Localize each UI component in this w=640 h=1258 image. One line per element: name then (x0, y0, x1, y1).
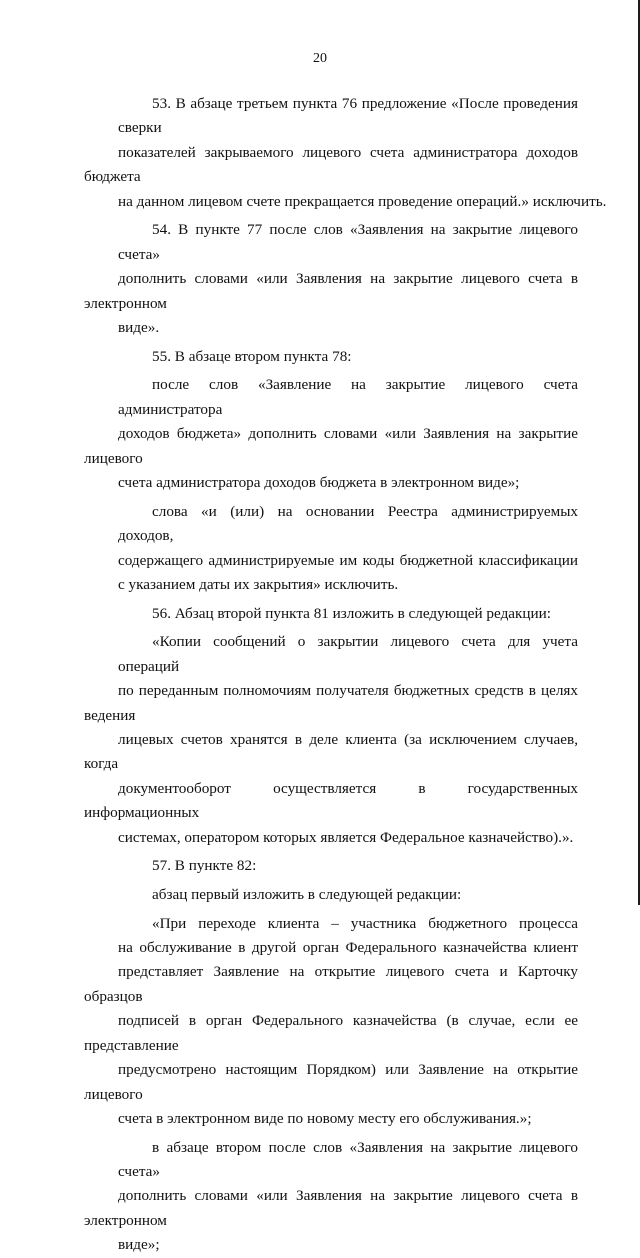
paragraph (84, 500, 578, 598)
text-line: дополнить словами «или Заявления на закрытие лицевого счета в электронном (84, 270, 578, 312)
text-line: доходов бюджета» дополнить словами «или Заявления на закрытие лицевого (84, 425, 578, 467)
paragraph (84, 218, 578, 340)
paragraph (84, 912, 578, 1132)
text-line: лицевых счетов хранятся в деле клиента (за исключением случаев, когда (84, 730, 578, 773)
paragraph (84, 373, 578, 495)
text-line: с указанием даты их закрытия» исключить. (118, 575, 399, 593)
text-line: системах, оператором которых является Федеральное казначейство).». (118, 828, 574, 846)
text-line: предусмотрено настоящим Порядком) или Заявление на открытие лицевого (84, 1061, 578, 1103)
document-body (84, 92, 607, 1258)
text-line: виде». (118, 318, 160, 336)
text-line: 56. Абзац второй пункта 81 изложить в следующей редакции: (152, 604, 552, 622)
text-line: содержащего администрируемые им коды бюджетной классификации (118, 551, 578, 569)
text-line: 55. В абзаце втором пункта 78: (152, 347, 352, 365)
text-line: на данном лицевом счете прекращается проведение операций.» исключить. (118, 192, 607, 210)
text-line: 54. В пункте 77 после слов «Заявления на закрытие лицевого счета» (118, 221, 578, 263)
paragraph (84, 1136, 578, 1258)
text-line: абзац первый изложить в следующей редакции: (152, 885, 462, 903)
text-line: документооборот осуществляется в государственных информационных (84, 779, 578, 822)
text-line: 53. В абзаце третьем пункта 76 предложение «После проведения сверки (118, 95, 578, 137)
text-line: виде»; (118, 1236, 160, 1254)
text-line: «При переходе клиента – участника бюджетного процесса (152, 914, 578, 932)
text-line: представляет Заявление на открытие лицевого счета и Карточку образцов (84, 963, 578, 1005)
text-line: в абзаце втором после слов «Заявления на закрытие лицевого счета» (118, 1138, 578, 1181)
paragraph (84, 602, 578, 626)
text-line: счета администратора доходов бюджета в электронном виде»; (118, 473, 520, 491)
page-number: 20 (313, 51, 327, 66)
paragraph (84, 854, 578, 878)
paragraph (84, 345, 578, 369)
paragraph (84, 630, 578, 850)
text-line: после слов «Заявление на закрытие лицевого счета администратора (118, 376, 578, 418)
paragraph (84, 883, 578, 907)
text-line: слова «и (или) на основании Реестра администрируемых доходов, (118, 502, 578, 545)
text-line: на обслуживание в другой орган Федерального казначейства клиент (118, 939, 578, 957)
text-line: 57. В пункте 82: (152, 857, 257, 875)
text-line: показателей закрываемого лицевого счета администратора доходов бюджета (84, 143, 578, 186)
text-line: подписей в орган Федерального казначейства (в случае, если ее представление (84, 1012, 578, 1054)
text-line: счета в электронном виде по новому месту его обслуживания.»; (118, 1109, 532, 1127)
text-line: по переданным полномочиям получателя бюджетных средств в целях ведения (84, 682, 578, 724)
text-line: дополнить словами «или Заявления на закрытие лицевого счета в электронном (84, 1187, 578, 1229)
paragraph (84, 92, 607, 214)
text-line: «Копии сообщений о закрытии лицевого счета для учета операций (118, 633, 578, 675)
